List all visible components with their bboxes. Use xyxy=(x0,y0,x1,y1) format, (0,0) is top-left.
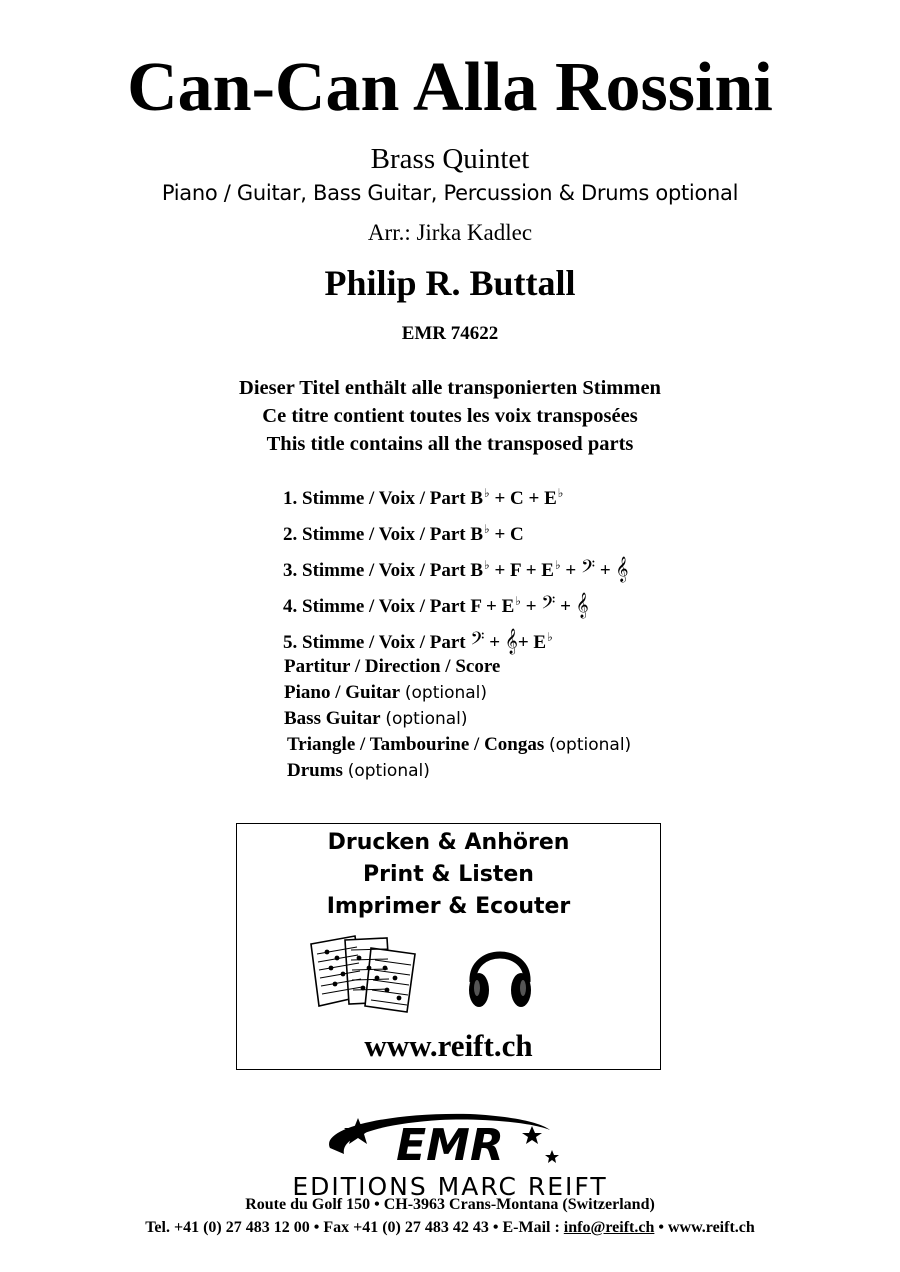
extra-drums xyxy=(287,758,631,784)
headphones-icon xyxy=(465,934,535,1012)
print-listen-box xyxy=(236,823,661,1070)
optional-note: (optional) xyxy=(404,683,488,703)
plus: + xyxy=(595,560,616,581)
part-2 xyxy=(283,514,628,550)
extra-bass xyxy=(284,706,631,732)
flat-sign: ♭ xyxy=(554,558,561,572)
optional-note: (optional) xyxy=(347,761,430,781)
part-label: 2. Stimme / Voix / Part xyxy=(283,524,471,545)
publisher-address: Route du Golf 150 • CH-3963 Crans-Montana (Switzerland) xyxy=(245,1196,655,1213)
extra-score xyxy=(284,654,631,680)
plus: + xyxy=(560,560,581,581)
notice-de: Dieser Titel enthält alle transponierten Stimmen xyxy=(239,377,661,399)
extra-label: Triangle / Tambourine / Congas xyxy=(287,734,545,755)
key: + F + E xyxy=(489,560,554,581)
treble-clef-icon: 𝄞 xyxy=(615,557,629,582)
catalog-number: EMR 74622 xyxy=(401,323,499,344)
flat-sign: ♭ xyxy=(484,522,490,536)
part-3 xyxy=(283,550,628,586)
promo-line-fr: Imprimer & Ecouter xyxy=(326,894,571,919)
emr-logo xyxy=(300,1108,600,1174)
promo-line-en: Print & Listen xyxy=(363,862,534,887)
part-label: 4. Stimme / Voix / Part xyxy=(283,596,471,617)
flat-sign: ♭ xyxy=(547,630,553,644)
part-label: 3. Stimme / Voix / Part xyxy=(283,560,471,581)
key: B xyxy=(470,524,484,545)
website-link[interactable]: www.reift.ch xyxy=(364,1028,533,1063)
logo-text: EMR xyxy=(396,1120,504,1171)
parts-list xyxy=(283,478,628,658)
flat-sign: ♭ xyxy=(484,558,490,572)
flat-sign: ♭ xyxy=(515,594,521,608)
arranger: Arr.: Jirka Kadlec xyxy=(367,220,533,245)
title: Can-Can Alla Rossini xyxy=(127,49,773,126)
extra-perc xyxy=(287,732,631,758)
notice-en: This title contains all the transposed parts xyxy=(266,433,634,455)
part-4 xyxy=(283,586,628,622)
key: B xyxy=(470,560,484,581)
transposed-notice xyxy=(0,374,900,458)
optional-note: (optional) xyxy=(549,735,632,755)
part-1 xyxy=(283,478,628,514)
extra-label: Piano / Guitar xyxy=(284,682,401,703)
plus: + xyxy=(555,596,576,617)
key: + E xyxy=(517,632,547,653)
publisher-name: EDITIONS MARC REIFT xyxy=(292,1172,608,1201)
extra-label: Drums xyxy=(287,760,343,781)
flat-sign: ♭ xyxy=(484,486,490,500)
publisher-contact xyxy=(0,1219,900,1237)
subtitle: Brass Quintet xyxy=(370,143,530,175)
key: F + E xyxy=(470,596,515,617)
treble-clef-icon: 𝄞 xyxy=(575,593,589,618)
email-link[interactable]: info@reift.ch xyxy=(563,1219,655,1236)
bass-clef-icon: 𝄢 xyxy=(580,557,596,582)
extra-piano xyxy=(284,680,631,706)
key: + C xyxy=(489,524,524,545)
composer: Philip R. Buttall xyxy=(324,263,576,303)
bass-clef-icon: 𝄢 xyxy=(541,593,556,618)
treble-clef-icon: 𝄞 xyxy=(504,629,518,654)
part-label: 1. Stimme / Voix / Part xyxy=(283,488,471,509)
instrumentation: Piano / Guitar, Bass Guitar, Percussion & Drums optional xyxy=(161,181,739,205)
sheet-music-icon xyxy=(307,934,419,1014)
bass-clef-icon: 𝄢 xyxy=(470,629,485,654)
extra-label: Bass Guitar xyxy=(284,708,381,729)
key: B xyxy=(470,488,484,509)
part-5 xyxy=(283,622,628,658)
website-text[interactable]: • www.reift.ch xyxy=(654,1219,755,1236)
plus: + xyxy=(520,596,542,617)
additional-parts xyxy=(284,654,631,784)
part-label: 5. Stimme / Voix / Part xyxy=(283,632,471,653)
extra-label: Partitur / Direction / Score xyxy=(284,656,501,677)
notice-fr: Ce titre contient toutes les voix transposées xyxy=(262,405,638,427)
plus: + xyxy=(484,632,505,653)
flat-sign: ♭ xyxy=(557,486,564,500)
key: + C + E xyxy=(489,488,557,509)
contact-phone-fax: Tel. +41 (0) 27 483 12 00 • Fax +41 (0) 27 483 42 43 • E-Mail : xyxy=(145,1219,564,1236)
optional-note: (optional) xyxy=(385,709,468,729)
promo-line-de: Drucken & Anhören xyxy=(327,830,570,855)
